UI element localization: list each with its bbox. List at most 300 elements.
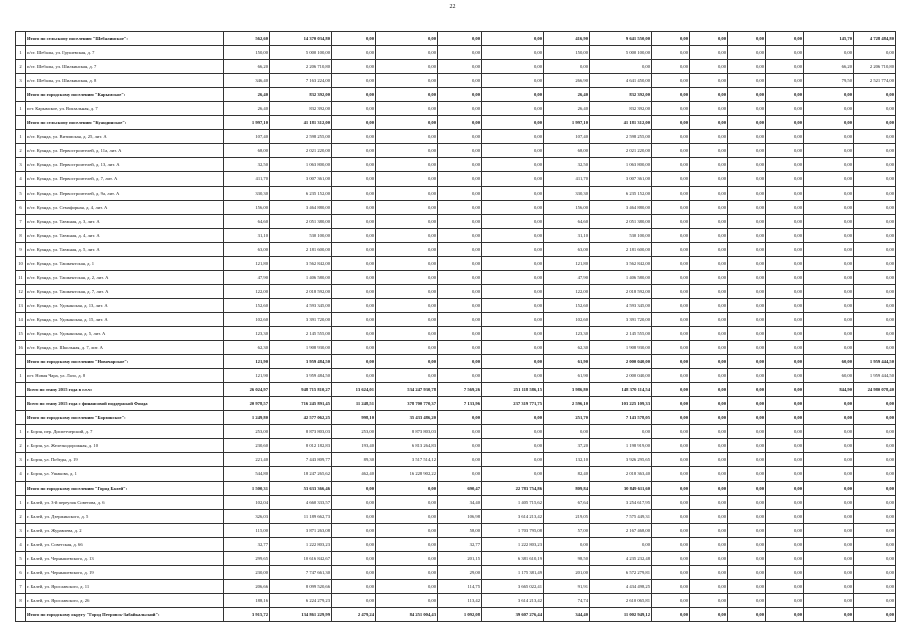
value-cell: 0,00 [652, 593, 690, 607]
value-cell: 0,00 [438, 242, 482, 256]
value-cell: 98,50 [544, 551, 590, 565]
value-cell: 134 861 229,99 [270, 607, 332, 621]
value-cell: 0,00 [332, 74, 376, 88]
value-cell: 18 247 265,62 [270, 467, 332, 481]
value-cell: 24 980 078,40 [854, 383, 896, 397]
value-cell: 0,00 [690, 116, 728, 130]
value-cell: 0,00 [766, 200, 804, 214]
value-cell: 62,30 [224, 341, 270, 355]
value-cell: 2 051 380,00 [590, 214, 652, 228]
value-cell: 7 143 578,05 [590, 411, 652, 425]
value-cell: 0,00 [332, 298, 376, 312]
value-cell: 0,00 [728, 439, 766, 453]
value-cell: 0,00 [766, 523, 804, 537]
value-cell: 0,00 [854, 397, 896, 411]
value-cell: 0,00 [690, 411, 728, 425]
value-cell: 0,00 [690, 256, 728, 270]
row-number: 15 [16, 326, 26, 340]
value-cell: 0,00 [376, 46, 438, 60]
value-cell: 61,90 [544, 355, 590, 369]
value-cell: 0,00 [766, 341, 804, 355]
value-cell: 0,00 [482, 256, 544, 270]
value-cell: 42 577 062,25 [270, 411, 332, 425]
value-cell: 0,00 [804, 593, 854, 607]
table-row [16, 186, 896, 200]
value-cell: 0,00 [766, 312, 804, 326]
value-cell: 998,10 [332, 411, 376, 425]
total-label: Всего по этапу 2015 года в г.т.ч: [26, 383, 224, 397]
row-number: 13 [16, 298, 26, 312]
row-number: 8 [16, 593, 26, 607]
value-cell: 2 018 363,40 [590, 467, 652, 481]
value-cell: 330,30 [544, 186, 590, 200]
value-cell: 0,00 [482, 439, 544, 453]
row-number [16, 607, 26, 621]
table-row [16, 298, 896, 312]
value-cell: 89,30 [332, 453, 376, 467]
value-cell: 8 873 803,03 [376, 425, 438, 439]
value-cell: 0,00 [690, 467, 728, 481]
value-cell: 41 181 312,00 [590, 116, 652, 130]
value-cell: 0,00 [766, 270, 804, 284]
value-cell: 20 978,57 [224, 397, 270, 411]
value-cell: 0,00 [332, 186, 376, 200]
value-cell: 0,00 [728, 481, 766, 495]
value-cell: 0,00 [728, 46, 766, 60]
value-cell: 0,00 [804, 439, 854, 453]
value-cell: 0,00 [804, 565, 854, 579]
value-cell: 0,00 [482, 130, 544, 144]
value-cell: 0,00 [728, 102, 766, 116]
value-cell: 0,00 [376, 355, 438, 369]
row-number: 11 [16, 270, 26, 284]
value-cell: 3 665 022,41 [482, 579, 544, 593]
value-cell: 0,00 [690, 565, 728, 579]
value-cell: 0,00 [728, 341, 766, 355]
value-cell: 690,47 [438, 481, 482, 495]
value-cell: 0,00 [544, 60, 590, 74]
value-cell: 0,00 [690, 102, 728, 116]
value-cell: 2 000 040,00 [590, 369, 652, 383]
address-cell: г. Балей, ул. Дзержинского, д. 5 [26, 509, 224, 523]
value-cell: 0,00 [766, 495, 804, 509]
value-cell: 0,00 [690, 158, 728, 172]
value-cell: 0,00 [652, 88, 690, 102]
total-label: Итого по сельскому поселению "Куандинское": [26, 116, 224, 130]
value-cell: 1 908 930,00 [270, 341, 332, 355]
total-label: Итого по городскому поселению "Карымское": [26, 88, 224, 102]
row-number: 6 [16, 200, 26, 214]
row-number [16, 481, 26, 495]
value-cell: 0,00 [376, 130, 438, 144]
total-row [16, 411, 896, 425]
value-cell: 832 392,00 [270, 88, 332, 102]
value-cell: 0,00 [376, 509, 438, 523]
value-cell: 1 405 715,62 [482, 495, 544, 509]
value-cell: 0,00 [690, 439, 728, 453]
value-cell: 0,00 [766, 397, 804, 411]
value-cell: 152,60 [224, 298, 270, 312]
value-cell: 0,00 [854, 46, 896, 60]
value-cell: 0,00 [652, 298, 690, 312]
value-cell: 122,00 [544, 284, 590, 298]
value-cell: 2 021 220,00 [590, 144, 652, 158]
value-cell: 0,00 [482, 369, 544, 383]
value-cell: 0,00 [376, 88, 438, 102]
row-number [16, 397, 26, 411]
value-cell: 4 660 333,57 [270, 495, 332, 509]
table-row [16, 284, 896, 298]
value-cell: 206,66 [224, 579, 270, 593]
address-cell: г. Балей, ул. Чернышевского, д. 13 [26, 551, 224, 565]
page-number: 22 [449, 4, 456, 10]
value-cell: 41 181 312,00 [270, 116, 332, 130]
table-row [16, 453, 896, 467]
value-cell: 0,00 [690, 270, 728, 284]
value-cell: 0,00 [728, 537, 766, 551]
value-cell: 0,00 [652, 425, 690, 439]
value-cell: 156,00 [224, 200, 270, 214]
value-cell: 107,40 [544, 130, 590, 144]
value-cell: 0,00 [804, 453, 854, 467]
table-row [16, 60, 896, 74]
value-cell: 0,00 [652, 551, 690, 565]
value-cell: 0,00 [376, 102, 438, 116]
table-row [16, 565, 896, 579]
value-cell: 2 521 774,00 [854, 74, 896, 88]
row-number: 2 [16, 509, 26, 523]
value-cell: 3 007 361,00 [590, 172, 652, 186]
value-cell: 0,00 [728, 593, 766, 607]
value-cell: 0,00 [482, 270, 544, 284]
value-cell: 0,00 [766, 284, 804, 298]
value-cell: 0,00 [690, 74, 728, 88]
value-cell: 57,00 [544, 523, 590, 537]
total-row [16, 383, 896, 397]
value-cell: 0,00 [438, 214, 482, 228]
row-number: 14 [16, 312, 26, 326]
value-cell: 3 254 617,95 [590, 495, 652, 509]
value-cell: 0,00 [854, 579, 896, 593]
value-cell: 0,00 [332, 523, 376, 537]
value-cell: 0,00 [438, 411, 482, 425]
value-cell: 47,90 [544, 270, 590, 284]
table-row [16, 270, 896, 284]
value-cell: 2 167 468,00 [590, 523, 652, 537]
value-cell: 0,00 [332, 130, 376, 144]
value-cell: 30 849 611,60 [590, 481, 652, 495]
value-cell: 3 986,80 [544, 383, 590, 397]
table-row [16, 425, 896, 439]
value-cell: 74,74 [544, 593, 590, 607]
row-number: 2 [16, 144, 26, 158]
value-cell: 0,00 [728, 228, 766, 242]
address-cell: п/ст. Куанда, ул. Удоканская, д. 13, лит. А [26, 298, 224, 312]
value-cell: 0,00 [854, 453, 896, 467]
value-cell: 123,30 [224, 326, 270, 340]
value-cell: 0,00 [766, 214, 804, 228]
value-cell: 2 145 555,00 [590, 326, 652, 340]
value-cell: 121,90 [224, 355, 270, 369]
value-cell: 299,65 [224, 551, 270, 565]
value-cell: 2 598 255,00 [590, 130, 652, 144]
value-cell: 7 163 224,00 [270, 74, 332, 88]
value-cell: 0,00 [804, 326, 854, 340]
value-cell: 0,00 [376, 74, 438, 88]
row-number: 3 [16, 74, 26, 88]
value-cell: 0,00 [652, 607, 690, 621]
value-cell: 0,00 [590, 537, 652, 551]
value-cell: 0,00 [804, 425, 854, 439]
value-cell: 0,00 [766, 481, 804, 495]
value-cell: 0,00 [332, 369, 376, 383]
value-cell: 0,00 [438, 467, 482, 481]
program-table [15, 31, 896, 622]
value-cell: 0,00 [804, 256, 854, 270]
value-cell: 0,00 [690, 326, 728, 340]
value-cell: 188,16 [224, 593, 270, 607]
value-cell: 230,60 [224, 439, 270, 453]
value-cell: 0,00 [438, 186, 482, 200]
value-cell: 346,40 [224, 74, 270, 88]
value-cell: 0,00 [376, 144, 438, 158]
value-cell: 60,00 [804, 369, 854, 383]
value-cell: 6 235 152,00 [270, 186, 332, 200]
row-number: 4 [16, 537, 26, 551]
value-cell: 0,00 [766, 326, 804, 340]
value-cell: 0,00 [728, 551, 766, 565]
value-cell: 0,00 [854, 551, 896, 565]
address-cell: пгт. Карымское, ул. Вокзальная, д. 7 [26, 102, 224, 116]
value-cell: 22 783 754,86 [482, 481, 544, 495]
value-cell: 0,00 [728, 116, 766, 130]
value-cell: 53 633 366,46 [270, 481, 332, 495]
value-cell: 0,00 [332, 144, 376, 158]
value-cell: 0,00 [652, 256, 690, 270]
value-cell: 0,00 [332, 242, 376, 256]
value-cell: 0,00 [854, 158, 896, 172]
value-cell: 0,00 [376, 551, 438, 565]
value-cell: 0,00 [854, 102, 896, 116]
value-cell: 0,00 [728, 495, 766, 509]
value-cell: 0,00 [854, 495, 896, 509]
table-row [16, 144, 896, 158]
value-cell: 0,00 [854, 411, 896, 425]
value-cell: 253,00 [224, 425, 270, 439]
value-cell: 0,00 [728, 214, 766, 228]
value-cell: 0,00 [690, 32, 728, 46]
value-cell: 0,00 [766, 144, 804, 158]
value-cell: 0,00 [652, 270, 690, 284]
value-cell: 0,00 [652, 355, 690, 369]
value-cell: 0,00 [376, 60, 438, 74]
value-cell: 0,00 [482, 102, 544, 116]
value-cell: 4 434 498,25 [590, 579, 652, 593]
value-cell: 60,00 [804, 355, 854, 369]
value-cell: 0,00 [804, 411, 854, 425]
value-cell: 0,00 [690, 453, 728, 467]
value-cell: 0,00 [728, 579, 766, 593]
value-cell: 0,00 [652, 158, 690, 172]
value-cell: 11 002 949,12 [590, 607, 652, 621]
value-cell: 0,00 [690, 284, 728, 298]
value-cell: 0,00 [728, 88, 766, 102]
value-cell: 0,00 [652, 144, 690, 158]
value-cell: 0,00 [728, 326, 766, 340]
value-cell: 0,00 [482, 46, 544, 60]
value-cell: 6 235 152,00 [590, 186, 652, 200]
value-cell: 0,00 [438, 46, 482, 60]
value-cell: 113,42 [438, 593, 482, 607]
value-cell: 0,00 [854, 88, 896, 102]
value-cell: 0,00 [482, 284, 544, 298]
value-cell: 0,00 [376, 523, 438, 537]
value-cell: 0,00 [728, 453, 766, 467]
value-cell: 0,00 [544, 537, 590, 551]
value-cell: 122,00 [224, 284, 270, 298]
value-cell: 0,00 [690, 186, 728, 200]
value-cell: 0,00 [652, 467, 690, 481]
value-cell: 0,00 [482, 200, 544, 214]
value-cell: 0,00 [766, 60, 804, 74]
value-cell: 0,00 [332, 509, 376, 523]
value-cell: 0,00 [804, 397, 854, 411]
value-cell: 58,00 [438, 523, 482, 537]
address-cell: п/ст. Куанда, ул. Первостроителей, д. 13, лит. А [26, 158, 224, 172]
value-cell: 0,00 [438, 369, 482, 383]
value-cell: 2 206 710,80 [854, 60, 896, 74]
address-cell: п/ст. Шебалы, ул. Шилкинская, д. 7 [26, 60, 224, 74]
value-cell: 0,00 [690, 46, 728, 60]
address-cell: п/ст. Куанда, ул. Ташкентская, д. 1 [26, 256, 224, 270]
value-cell: 0,00 [728, 397, 766, 411]
value-cell: 0,00 [804, 298, 854, 312]
value-cell: 0,00 [804, 284, 854, 298]
value-cell: 0,00 [854, 298, 896, 312]
value-cell: 121,80 [224, 256, 270, 270]
value-cell: 0,00 [376, 495, 438, 509]
value-cell: 11 248,51 [332, 397, 376, 411]
table-row [16, 46, 896, 60]
address-cell: п/ст. Куанда, ул. Первостроителей, д. 9а, лит. А [26, 186, 224, 200]
table-row [16, 228, 896, 242]
value-cell: 0,00 [804, 46, 854, 60]
address-cell: п/ст. Куанда, ул. Таежная, д. 5, лит. А [26, 242, 224, 256]
value-cell: 0,00 [728, 144, 766, 158]
value-cell: 0,00 [438, 312, 482, 326]
value-cell: 0,00 [690, 369, 728, 383]
value-cell: 3 871 263,08 [270, 523, 332, 537]
value-cell: 0,00 [766, 116, 804, 130]
value-cell: 809,84 [544, 481, 590, 495]
value-cell: 0,00 [652, 383, 690, 397]
row-number: 2 [16, 439, 26, 453]
value-cell: 266,90 [544, 74, 590, 88]
value-cell: 0,00 [652, 326, 690, 340]
value-cell: 0,00 [376, 186, 438, 200]
value-cell: 26,40 [544, 102, 590, 116]
value-cell: 326,03 [224, 509, 270, 523]
value-cell: 3 915,72 [224, 607, 270, 621]
value-cell: 0,00 [376, 593, 438, 607]
address-cell: п/ст. Куанда, ул. Первостроителей, д. 7, лит. А [26, 172, 224, 186]
value-cell: 34,40 [438, 495, 482, 509]
row-number: 10 [16, 256, 26, 270]
value-cell: 0,00 [690, 172, 728, 186]
address-cell: п/ст. Куанда, ул. Удоканская, д. 5, лит. А [26, 326, 224, 340]
row-number [16, 383, 26, 397]
value-cell: 1 063 800,00 [270, 158, 332, 172]
value-cell: 0,00 [690, 579, 728, 593]
value-cell: 0,00 [332, 200, 376, 214]
value-cell: 0,00 [652, 312, 690, 326]
value-cell: 0,00 [332, 495, 376, 509]
value-cell: 0,00 [766, 102, 804, 116]
total-label: Итого по городскому поселению "Борзинское": [26, 411, 224, 425]
value-cell: 562,60 [224, 32, 270, 46]
value-cell: 26,40 [224, 102, 270, 116]
value-cell: 31,10 [224, 228, 270, 242]
value-cell: 0,00 [332, 228, 376, 242]
row-number: 3 [16, 453, 26, 467]
value-cell: 26,40 [224, 88, 270, 102]
value-cell: 0,00 [482, 88, 544, 102]
row-number [16, 32, 26, 46]
value-cell: 0,00 [332, 270, 376, 284]
value-cell: 121,80 [544, 256, 590, 270]
address-cell: г. Борзя, ул. Победы, д. 19 [26, 453, 224, 467]
value-cell: 3 464 880,00 [270, 200, 332, 214]
total-row [16, 355, 896, 369]
value-cell: 1 959 444,50 [854, 355, 896, 369]
value-cell: 0,00 [728, 565, 766, 579]
value-cell: 0,00 [766, 537, 804, 551]
table-row [16, 130, 896, 144]
value-cell: 68,00 [224, 144, 270, 158]
value-cell: 0,00 [854, 186, 896, 200]
value-cell: 0,00 [854, 565, 896, 579]
row-number: 7 [16, 579, 26, 593]
value-cell: 0,00 [804, 495, 854, 509]
value-cell: 0,00 [332, 551, 376, 565]
value-cell: 0,00 [804, 88, 854, 102]
value-cell: 0,00 [854, 523, 896, 537]
value-cell: 0,00 [690, 214, 728, 228]
value-cell: 0,00 [804, 551, 854, 565]
value-cell: 0,00 [690, 425, 728, 439]
value-cell: 0,00 [482, 312, 544, 326]
value-cell: 2 479,24 [332, 607, 376, 621]
value-cell: 66,20 [804, 60, 854, 74]
value-cell: 0,00 [332, 579, 376, 593]
value-cell: 6 813 264,83 [376, 439, 438, 453]
value-cell: 2 181 600,00 [590, 242, 652, 256]
address-cell: п/ст. Куанда, ул. Удоканская, д. 15, лит. А [26, 312, 224, 326]
value-cell: 1 703 795,08 [482, 523, 544, 537]
value-cell: 462,40 [332, 467, 376, 481]
value-cell: 221,40 [224, 453, 270, 467]
value-cell: 0,00 [438, 228, 482, 242]
total-label: Всего по этапу 2015 года с финансовой поддержкой Фонда [26, 397, 224, 411]
value-cell: 378 700 770,37 [376, 397, 438, 411]
value-cell: 0,00 [690, 341, 728, 355]
value-cell: 0,00 [728, 242, 766, 256]
value-cell: 0,00 [332, 355, 376, 369]
value-cell: 14 370 034,80 [270, 32, 332, 46]
value-cell: 102,60 [224, 312, 270, 326]
total-row [16, 88, 896, 102]
table-row [16, 341, 896, 355]
